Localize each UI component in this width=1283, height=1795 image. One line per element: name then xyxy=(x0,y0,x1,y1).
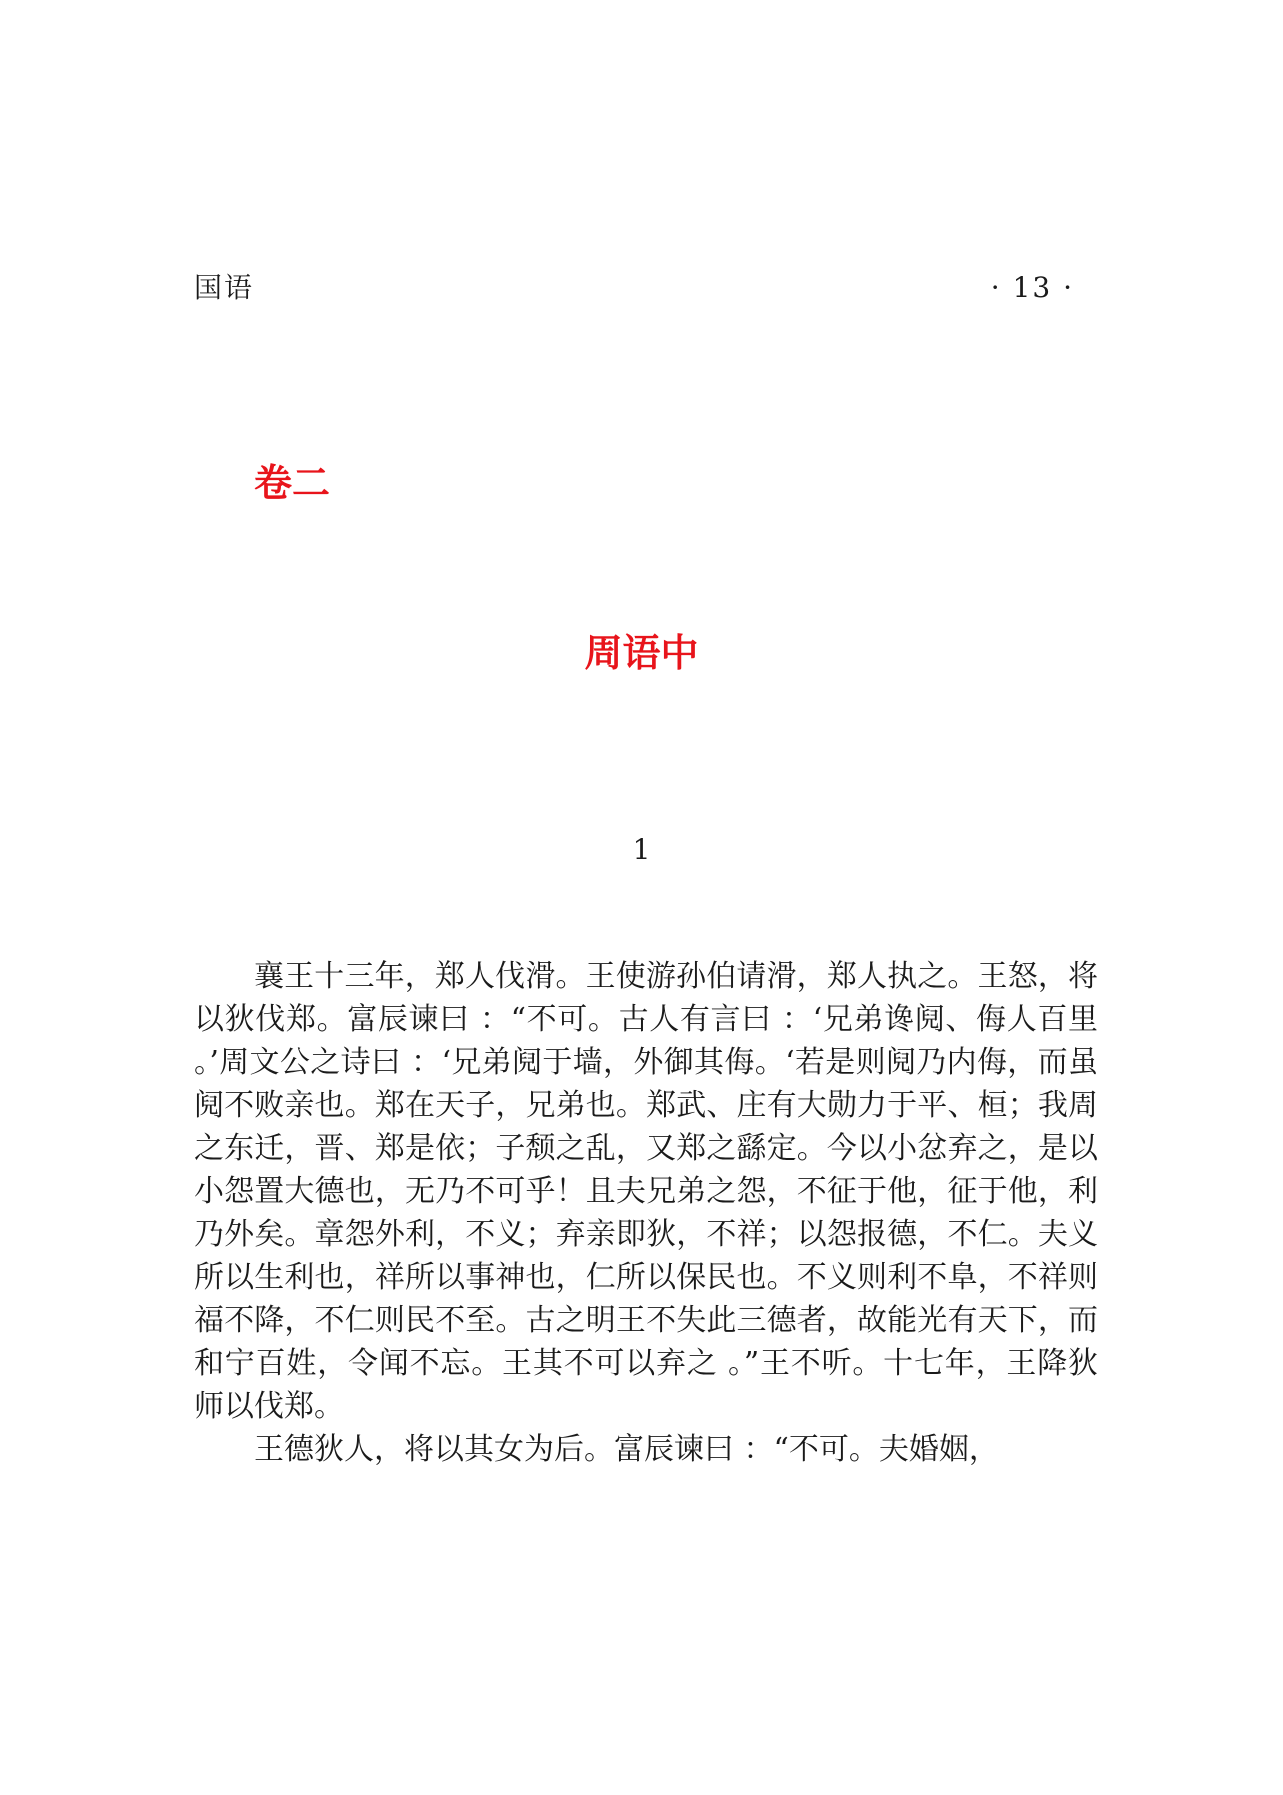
section-number: 1 xyxy=(632,833,651,866)
page-number: · 13 · xyxy=(990,271,1074,304)
paragraph: 王德狄人，将以其女为后。富辰谏曰 ：“不可。夫婚姻， xyxy=(254,1432,999,1467)
running-header xyxy=(194,268,1074,308)
paragraph: 襄王十三年，郑人伐滑。王使游孙伯请滑，郑人执之。王怒，将以狄伐郑。富辰谏曰 ：“不可。古人有言曰 ：‘兄弟谗阋、侮人百里 。’周文公之诗曰 ：‘兄弟阋于墙，外御其侮。‘若是则阋乃内侮，而虽阋不败亲也。郑在天子，兄弟也。郑武、庄有大勋力于平、桓；我周之东迁，晋、郑是依；子颓之乱，又郑之繇定。今以小忿弃之，是以小怨置大德也，无乃不可乎！且夫兄弟之怨，不征于他，征于他，利乃外矣。章怨外利，不义；弃亲即狄，不祥；以怨报德，不仁。夫义所以生利也，祥所以事神也，仁所以保民也。不义则利不阜，不祥则福不降，不仁则民不至。古之明王不失此三德者，故能光有天下，而和宁百姓，令闻不忘。王其不可以弃之 。”王不听。十七年，王降狄师以伐郑。 xyxy=(194,959,1098,1424)
chapter-title: 周语中 xyxy=(584,631,699,675)
book-title: 国语 xyxy=(194,271,255,304)
volume-title: 卷二 xyxy=(254,461,331,505)
body-text xyxy=(194,955,1098,1471)
